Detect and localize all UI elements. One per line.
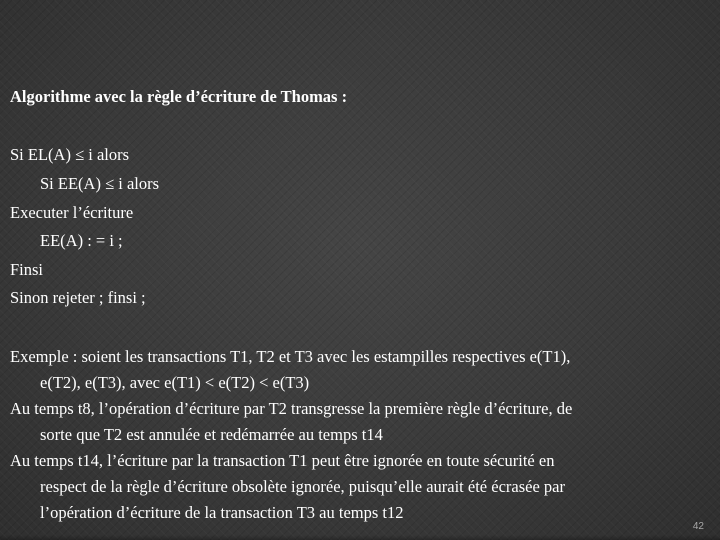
page-number: 42 [692,521,704,532]
t14-line-1: Au temps t14, l’écriture par la transaction T1 peut être ignorée en toute sécurité en [10,451,555,470]
example-line-2: e(T2), e(T3), avec e(T1) < e(T2) < e(T3) [40,373,310,392]
example-paragraph [10,344,700,396]
example-line-1: Exemple : soient les transactions T1, T2 et T3 avec les estampilles respectives e(T1), [10,347,571,366]
algorithm-line-6: Sinon rejeter ; finsi ; [10,288,146,307]
t8-line-1: Au temps t8, l’opération d’écriture par T2 transgresse la première règle d’écriture, de [10,399,573,418]
algorithm-line-5: Finsi [10,260,44,279]
algorithm-line-2: Si EE(A) ≤ i alors [40,174,160,193]
algorithm-line-1: Si EL(A) ≤ i alors [10,145,130,164]
t14-paragraph [10,448,700,526]
t8-paragraph [10,396,700,448]
t14-line-2: respect de la règle d’écriture obsolète ignorée, puisqu’elle aurait été écrasée par [40,477,565,496]
t14-line-3: l’opération d’écriture de la transaction T3 au temps t12 [40,503,404,522]
algorithm-line-3: Executer l’écriture [10,203,134,222]
bottom-shadow [0,535,720,540]
slide-title: Algorithme avec la règle d’écriture de Thomas : [10,87,348,106]
t8-line-2: sorte que T2 est annulée et redémarrée au temps t14 [40,425,383,444]
algorithm-line-4: EE(A) : = i ; [40,231,123,250]
